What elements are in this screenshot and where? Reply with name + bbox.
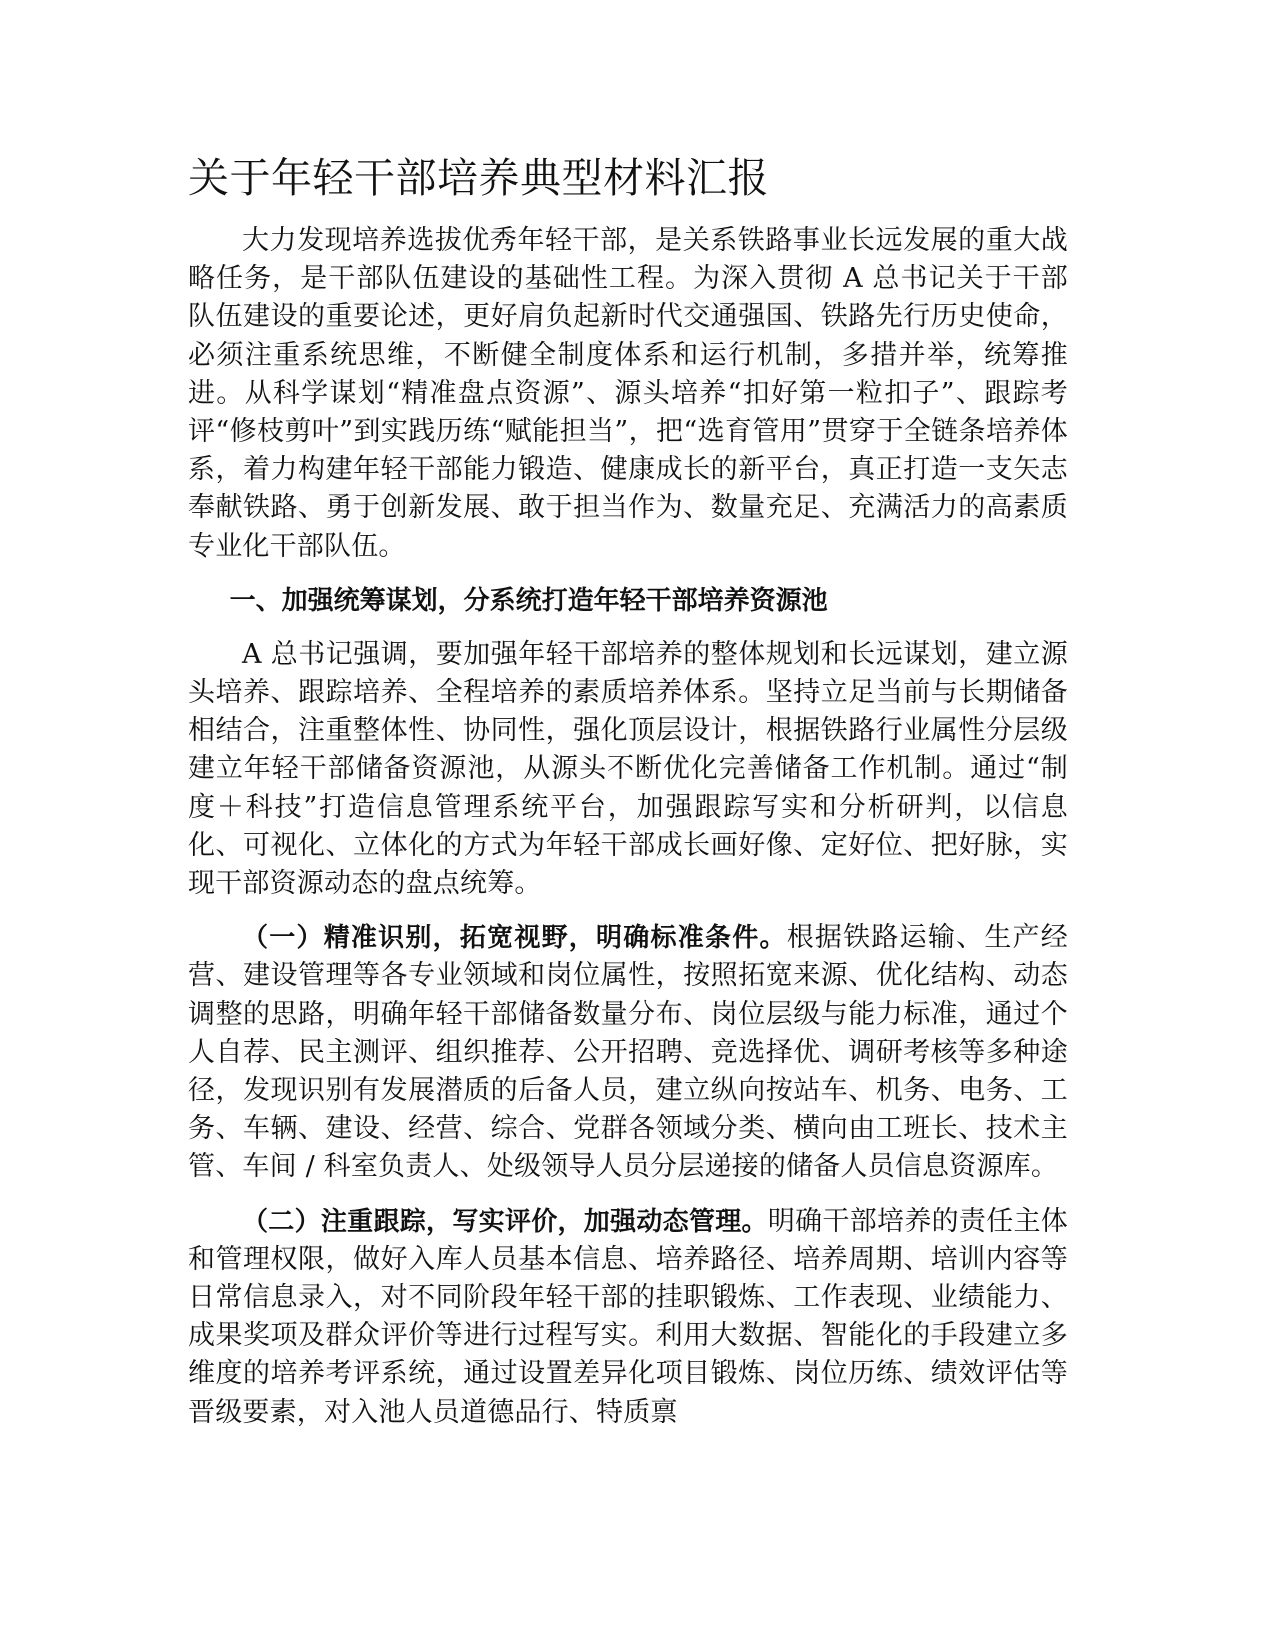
subsection-1-text: 根据铁路运输、生产经营、建设管理等各专业领域和岗位属性，按照拓宽来源、优化结构、动态调整的思路，明确年轻干部储备数量分布、岗位层级与能力标准，通过个人自荐、民主测评、组织推荐、公开招聘、竞选择优、调研考核等多种途径，发现识别有发展潜质的后备人员，建立纵向按站车、机务、电务、工务、车辆、建设、经营、综合、党群各领域分类、横向由工班长、技术主管、车间 / 科室负责人、处级领导人员分层递接的储备人员信息资源库。 [188, 922, 1068, 1183]
intro-paragraph: 大力发现培养选拔优秀年轻干部，是关系铁路事业长远发展的重大战略任务，是干部队伍建设的基础性工程。为深入贯彻 A 总书记关于干部队伍建设的重要论述，更好肩负起新时代交通强国、铁路先行历史使命，必须注重系统思维，不断健全制度体系和运行机制，多措并举，统筹推进。从科学谋划“精准盘点资源”、源头培养“扣好第一粒扣子”、跟踪考评“修枝剪叶”到实践历练“赋能担当”，把“选育管用”贯穿于全链条培养体系，着力构建年轻干部能力锻造、健康成长的新平台，真正打造一支矢志奉献铁路、勇于创新发展、敢于担当作为、数量充足、充满活力的高素质专业化干部队伍。 [188, 225, 1068, 562]
document-title: 关于年轻干部培养典型材料汇报 [188, 154, 769, 202]
subsection-1-paragraph [188, 919, 1068, 1186]
section-1-paragraph: A 总书记强调，要加强年轻干部培养的整体规划和长远谋划，建立源头培养、跟踪培养、全程培养的素质培养体系。坚持立足当前与长期储备相结合，注重整体性、协同性，强化顶层设计，根据铁路行业属性分层级建立年轻干部储备资源池，从源头不断优化完善储备工作机制。通过“制度＋科技”打造信息管理系统平台，加强跟踪写实和分析研判，以信息化、可视化、立体化的方式为年轻干部成长画好像、定好位、把好脉，实现干部资源动态的盘点统筹。 [188, 638, 1068, 900]
section-heading-1: 一、加强统筹谋划，分系统打造年轻干部培养资源池 [229, 585, 828, 616]
subsection-1-lead: （一）精准识别，拓宽视野，明确标准条件。 [242, 923, 787, 954]
document-body [188, 222, 1068, 1432]
subsection-2-paragraph [188, 1203, 1068, 1432]
subsection-2-lead: （二）注重跟踪，写实评价，加强动态管理。 [242, 1206, 768, 1237]
subsection-2-text: 明确干部培养的责任主体和管理权限，做好入库人员基本信息、培养路径、培养周期、培训内容等日常信息录入，对不同阶段年轻干部的挂职锻炼、工作表现、业绩能力、成果奖项及群众评价等进行过程写实。利用大数据、智能化的手段建立多维度的培养考评系统，通过设置差异化项目锻炼、岗位历练、绩效评估等晋级要素，对入池人员道德品行、特质禀 [188, 1205, 1068, 1428]
